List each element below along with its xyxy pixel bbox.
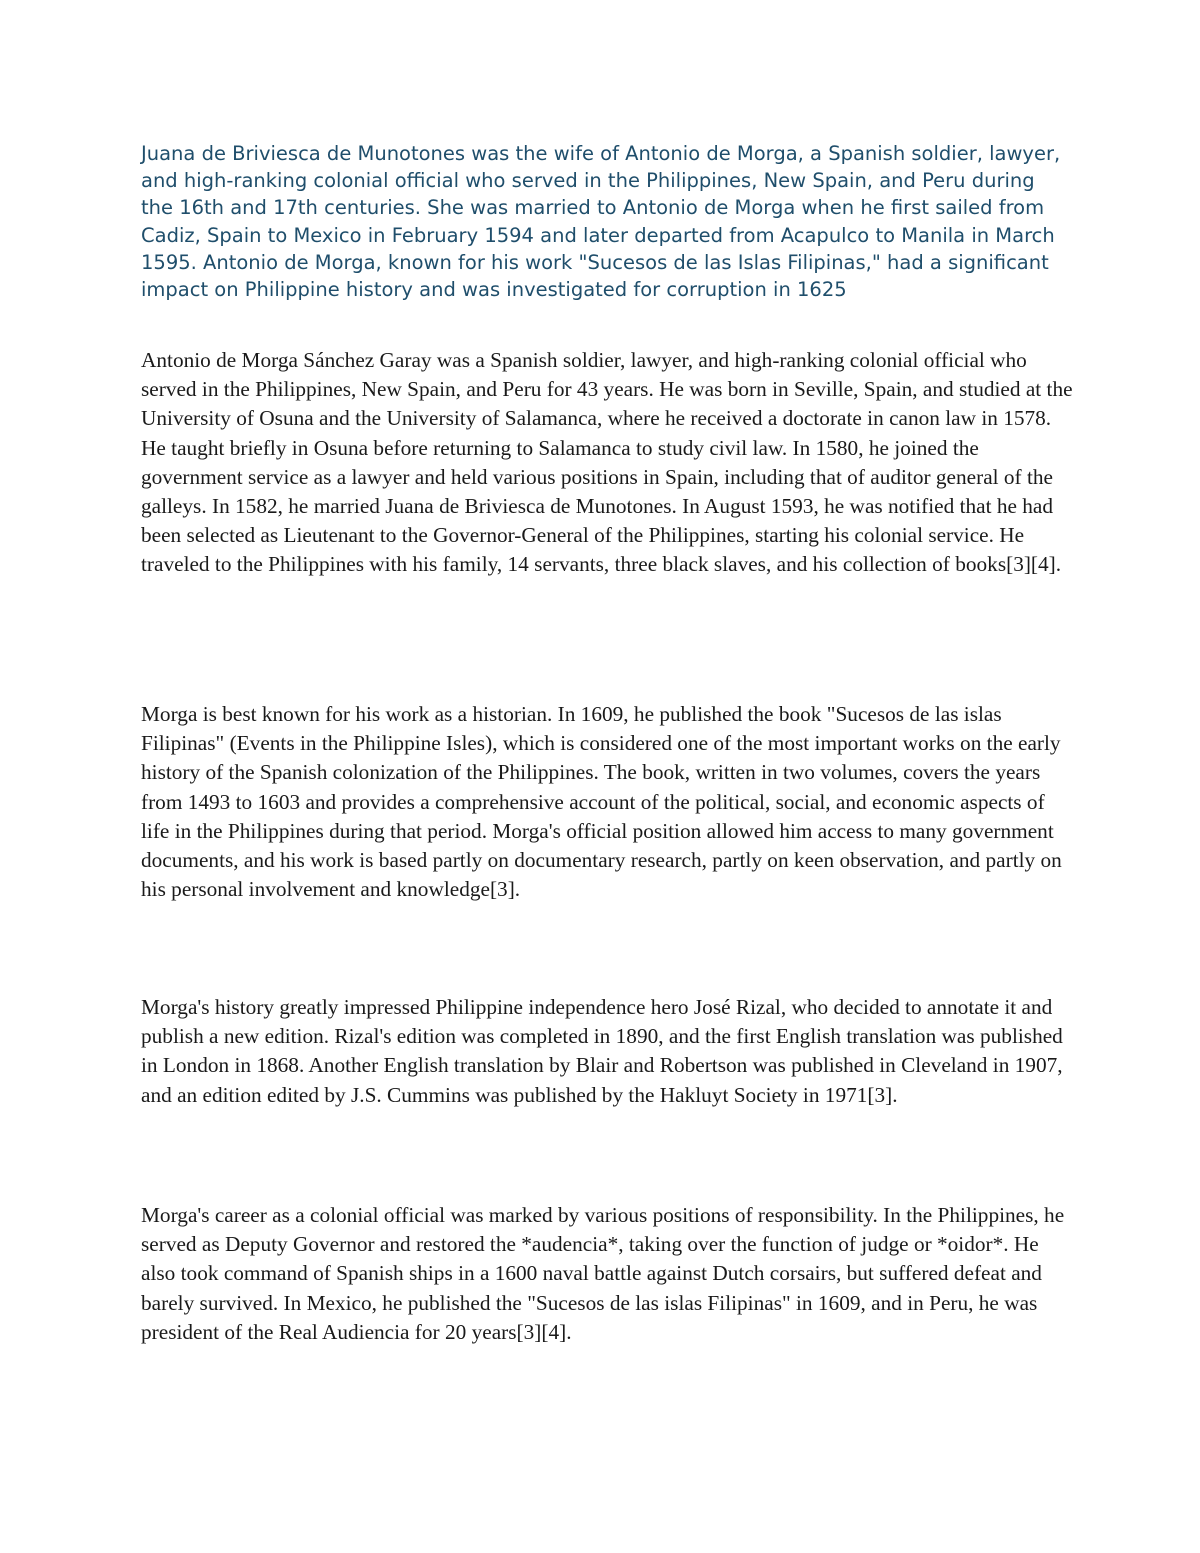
paragraph-colonial-career: Morga's career as a colonial official was marked by various positions of responsibility. In the Philippines, he served as Deputy Governor and restored the *audencia*, taking over the function of judge or *oidor*. He also took command of Spanish ships in a 1600 naval battle against Dutch corsairs, but suffered defeat and barely survived. In Mexico, he published the "Sucesos de las islas Filipinas" in 1609, and in Peru, he was president of the Real Audiencia for 20 years[3][4].	[141, 1203, 1065, 1344]
paragraph-morga-biography: Antonio de Morga Sánchez Garay was a Spanish soldier, lawyer, and high-ranking colonial official who served in the Philippines, New Spain, and Peru for 43 years. He was born in Seville, Spain, and studied at the University of Osuna and the University of Salamanca, where he received a doctorate in canon law in 1578. He taught briefly in Osuna before returning to Salamanca to study civil law. In 1580, he joined the government service as a lawyer and held various positions in Spain, including that of auditor general of the galleys. In 1582, he married Juana de Briviesca de Munotones. In August 1593, he was notified that he had been selected as Lieutenant to the Governor-General of the Philippines, starting his colonial service. He traveled to the Philippines with his family, 14 servants, three black slaves, and his collection of books[3][4].	[141, 348, 1073, 577]
paragraph-rizal-edition: Morga's history greatly impressed Philippine independence hero José Rizal, who decided to annotate it and publish a new edition. Rizal's edition was completed in 1890, and the first English translation was published in London in 1868. Another English translation by Blair and Robertson was published in Cleveland in 1907, and an edition edited by J.S. Cummins was published by the Hakluyt Society in 1971[3].	[141, 995, 1063, 1107]
paragraph-morga-historian: Morga is best known for his work as a historian. In 1609, he published the book "Sucesos de las islas Filipinas" (Events in the Philippine Isles), which is considered one of the most important works on the early history of the Spanish colonization of the Philippines. The book, written in two volumes, covers the years from 1493 to 1603 and provides a comprehensive account of the political, social, and economic aspects of life in the Philippines during that period. Morga's official position allowed him access to many government documents, and his work is based partly on documentary research, partly on keen observation, and partly on his personal involvement and knowledge[3].	[141, 702, 1062, 902]
intro-paragraph: Juana de Briviesca de Munotones was the wife of Antonio de Morga, a Spanish soldier, lawyer, and high-ranking colonial official who served in the Philippines, New Spain, and Peru during the 16th and 17th centuries. She was married to Antonio de Morga when he first sailed from Cadiz, Spain to Mexico in February 1594 and later departed from Acapulco to Manila in March 1595. Antonio de Morga, known for his work "Sucesos de las Islas Filipinas," had a significant impact on Philippine history and was investigated for corruption in 1625	[141, 142, 1061, 302]
